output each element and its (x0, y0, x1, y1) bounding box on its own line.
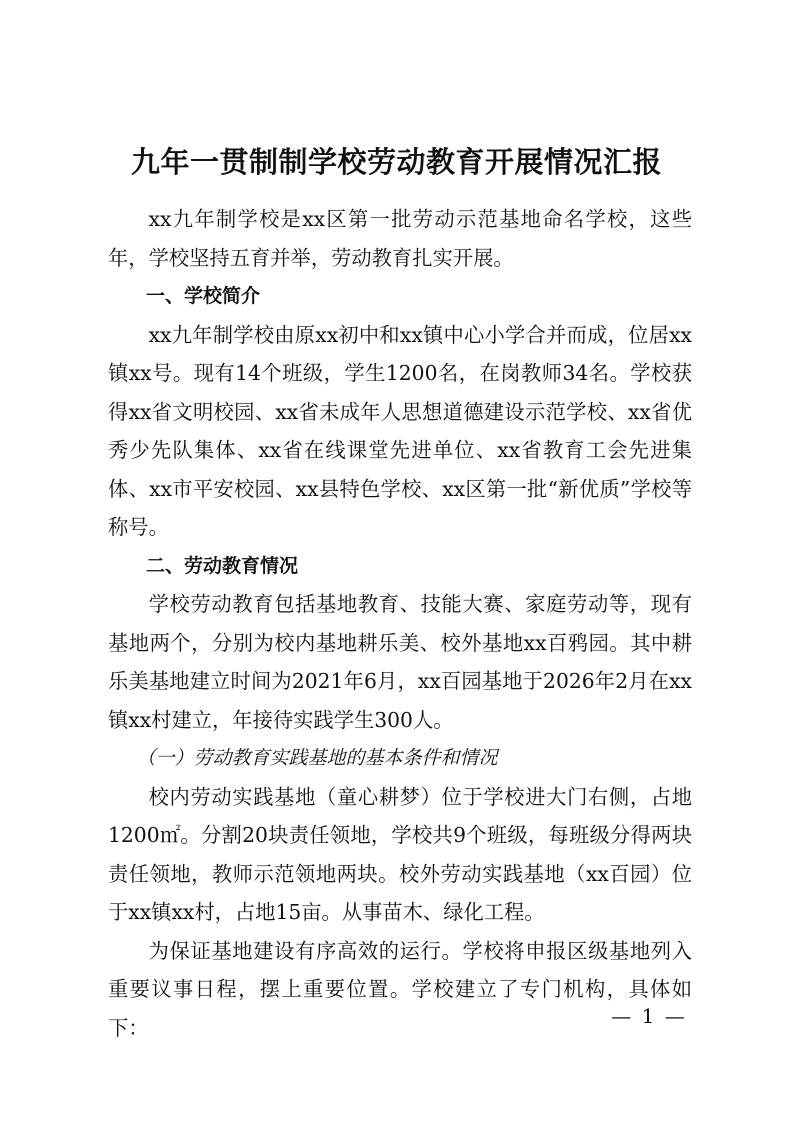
school-intro-paragraph: xx九年制学校由原xx初中和xx镇中心小学合并而成，位居xx镇xx号。现有14个班级，学生1200名，在岗教师34名。学校获得xx省文明校园、xx省未成年人思想道德建设示范学校、xx省优秀少先队集体、xx省在线课堂先进单位、xx省教育工会先进集体、xx市平安校园、xx县特色学校、xx区第一批“新优质”学校等称号。 (108, 322, 692, 539)
page-number: — 1 — (611, 1004, 687, 1028)
organization-paragraph: 为保证基地建设有序高效的运行。学校将申报区级基地列入重要议事日程，摆上重要位置。学校建立了专门机构，具体如下： (108, 938, 692, 1040)
document-body (108, 200, 692, 1047)
section-heading-school-intro: 一、学校简介 (146, 285, 261, 307)
section-heading-labor-education: 二、劳动教育情况 (146, 554, 299, 577)
labor-education-paragraph: 学校劳动教育包括基地教育、技能大赛、家庭劳动等，现有基地两个，分别为校内基地耕乐美、校外基地xx百鸦园。其中耕乐美基地建立时间为2021年6月，xx百园基地于2026年2月在xx镇xx村建立，年接待实践学生300人。 (108, 592, 692, 732)
document-title: 九年一贯制制学校劳动教育开展情况汇报 (130, 145, 662, 179)
intro-paragraph: xx九年制学校是xx区第一批劳动示范基地命名学校，这些年，学校坚持五育并举，劳动教育扎实开展。 (108, 207, 692, 270)
base-conditions-paragraph: 校内劳动实践基地（童心耕梦）位于学校进大门右侧，占地1200㎡。分割20块责任领地，学校共9个班级，每班级分得两块责任领地，教师示范领地两块。校外劳动实践基地（xx百园）位于xx镇xx村，占地15亩。从事苗木、绿化工程。 (108, 784, 692, 924)
subsection-heading-base-conditions: （一）劳动教育实践基地的基本条件和情况 (136, 747, 498, 769)
